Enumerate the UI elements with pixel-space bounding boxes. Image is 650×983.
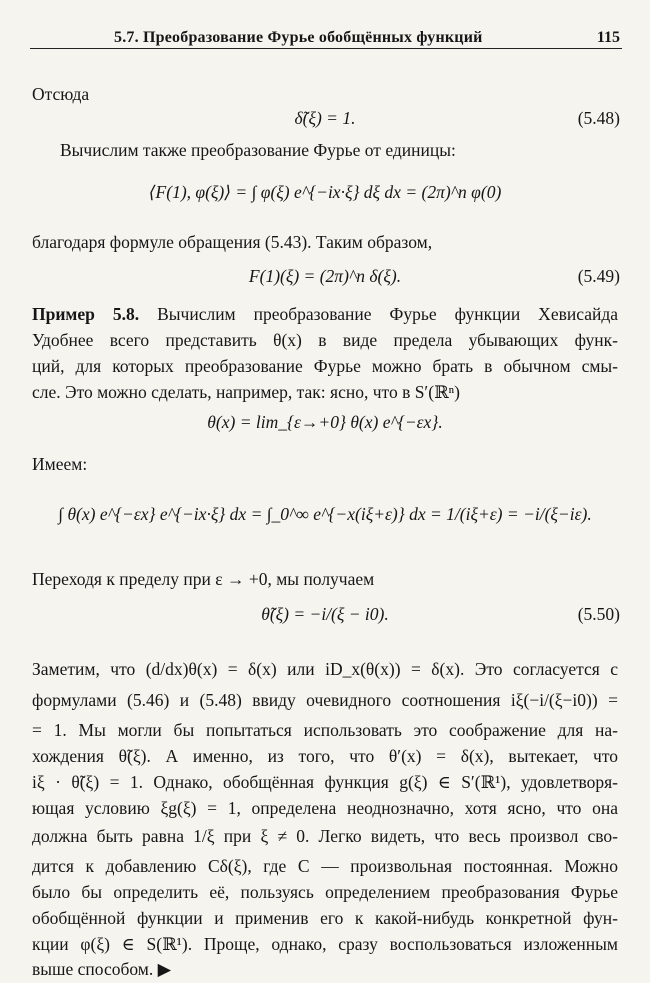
equation-5-49: F(1)(ξ) = (2π)^n δ(ξ). — [248, 266, 402, 286]
equation-5-48: δ̃(ξ) = 1. — [294, 108, 356, 128]
paragraph-line-6: ющая условию ξg(ξ) = 1, определена неоднозначно, хотя ясно, что она — [32, 798, 618, 818]
paragraph-line-12: выше способом. ▶ — [32, 959, 172, 979]
paragraph-line-10: обобщённой функции и применив его к какой-нибудь конкретной фун- — [32, 908, 618, 928]
paragraph-line-11: кции φ(ξ) ∈ S(ℝ¹). Проще, однако, сразу воспользоваться изложенным — [32, 934, 618, 954]
text-blagodarya: благодаря формуле обращения (5.43). Таким образом, — [32, 232, 433, 252]
page-number: 115 — [596, 29, 620, 46]
equation-fourier-of-unity: ⟨F(1), φ(ξ)⟩ = ∫ φ(ξ) e^{−ix·ξ} dξ dx = (2π)^n φ(0) — [148, 182, 502, 202]
text-otsyuda: Отсюда — [32, 84, 90, 104]
example-label: Пример 5.8. — [32, 304, 140, 324]
paragraph-line-3: = 1. Мы могли бы попытаться использовать это соображение для на- — [32, 720, 618, 740]
example-line-3: ций, для которых преобразование Фурье можно брать в обычном смы- — [32, 356, 618, 376]
example-text-1: Вычислим преобразование Фурье функции Хевисайда — [157, 304, 618, 324]
paragraph-line-9: было бы определить её, пользуясь определением преобразования Фурье — [32, 882, 618, 902]
text-vychislim: Вычислим также преобразование Фурье от единицы: — [60, 140, 456, 160]
equation-number-5-49: (5.49) — [577, 266, 620, 286]
paragraph-line-7: должна быть равна 1/ξ при ξ ≠ 0. Легко видеть, что весь произвол сво- — [32, 826, 618, 846]
example-line-2: Удобнее всего представить θ(x) в виде предела убывающих функ- — [32, 330, 618, 350]
page-header — [30, 24, 622, 49]
text-imeem: Имеем: — [32, 454, 88, 474]
equation-number-5-50: (5.50) — [577, 604, 620, 624]
text-perekhodya: Переходя к пределу при ε → +0, мы получаем — [32, 569, 375, 589]
running-title: 5.7. Преобразование Фурье обобщённых функций — [114, 29, 483, 46]
equation-heaviside-limit: θ(x) = lim_{ε→+0} θ(x) e^{−εx}. — [207, 412, 443, 432]
paragraph-line-1: Заметим, что (d/dx)θ(x) = δ(x) или iD_x(θ(x)) = δ(x). Это согласуется с — [32, 659, 618, 679]
equation-heaviside-integral: ∫ θ(x) e^{−εx} e^{−ix·ξ} dx = ∫_0^∞ e^{−x(iξ+ε)} dx = 1/(iξ+ε) = −i/(ξ−iε). — [58, 504, 592, 524]
paragraph-line-2: формулами (5.46) и (5.48) ввиду очевидного соотношения iξ(−i/(ξ−i0)) = — [32, 690, 618, 710]
paragraph-line-8: дится к добавлению Cδ(ξ), где C — произвольная постоянная. Можно — [32, 856, 618, 876]
paragraph-line-5: iξ · θ̃(ξ) = 1. Однако, обобщённая функция g(ξ) ∈ S′(ℝ¹), удовлетворя- — [32, 772, 618, 792]
paragraph-line-4: хождения θ̃(ξ). А именно, из того, что θ′(x) = δ(x), вытекает, что — [32, 746, 618, 766]
example-line-4: сле. Это можно сделать, например, так: ясно, что в S′(ℝⁿ) — [32, 382, 460, 402]
equation-number-5-48: (5.48) — [577, 108, 620, 128]
equation-5-50: θ̃(ξ) = −i/(ξ − i0). — [261, 604, 389, 624]
example-line-1 — [32, 300, 618, 328]
